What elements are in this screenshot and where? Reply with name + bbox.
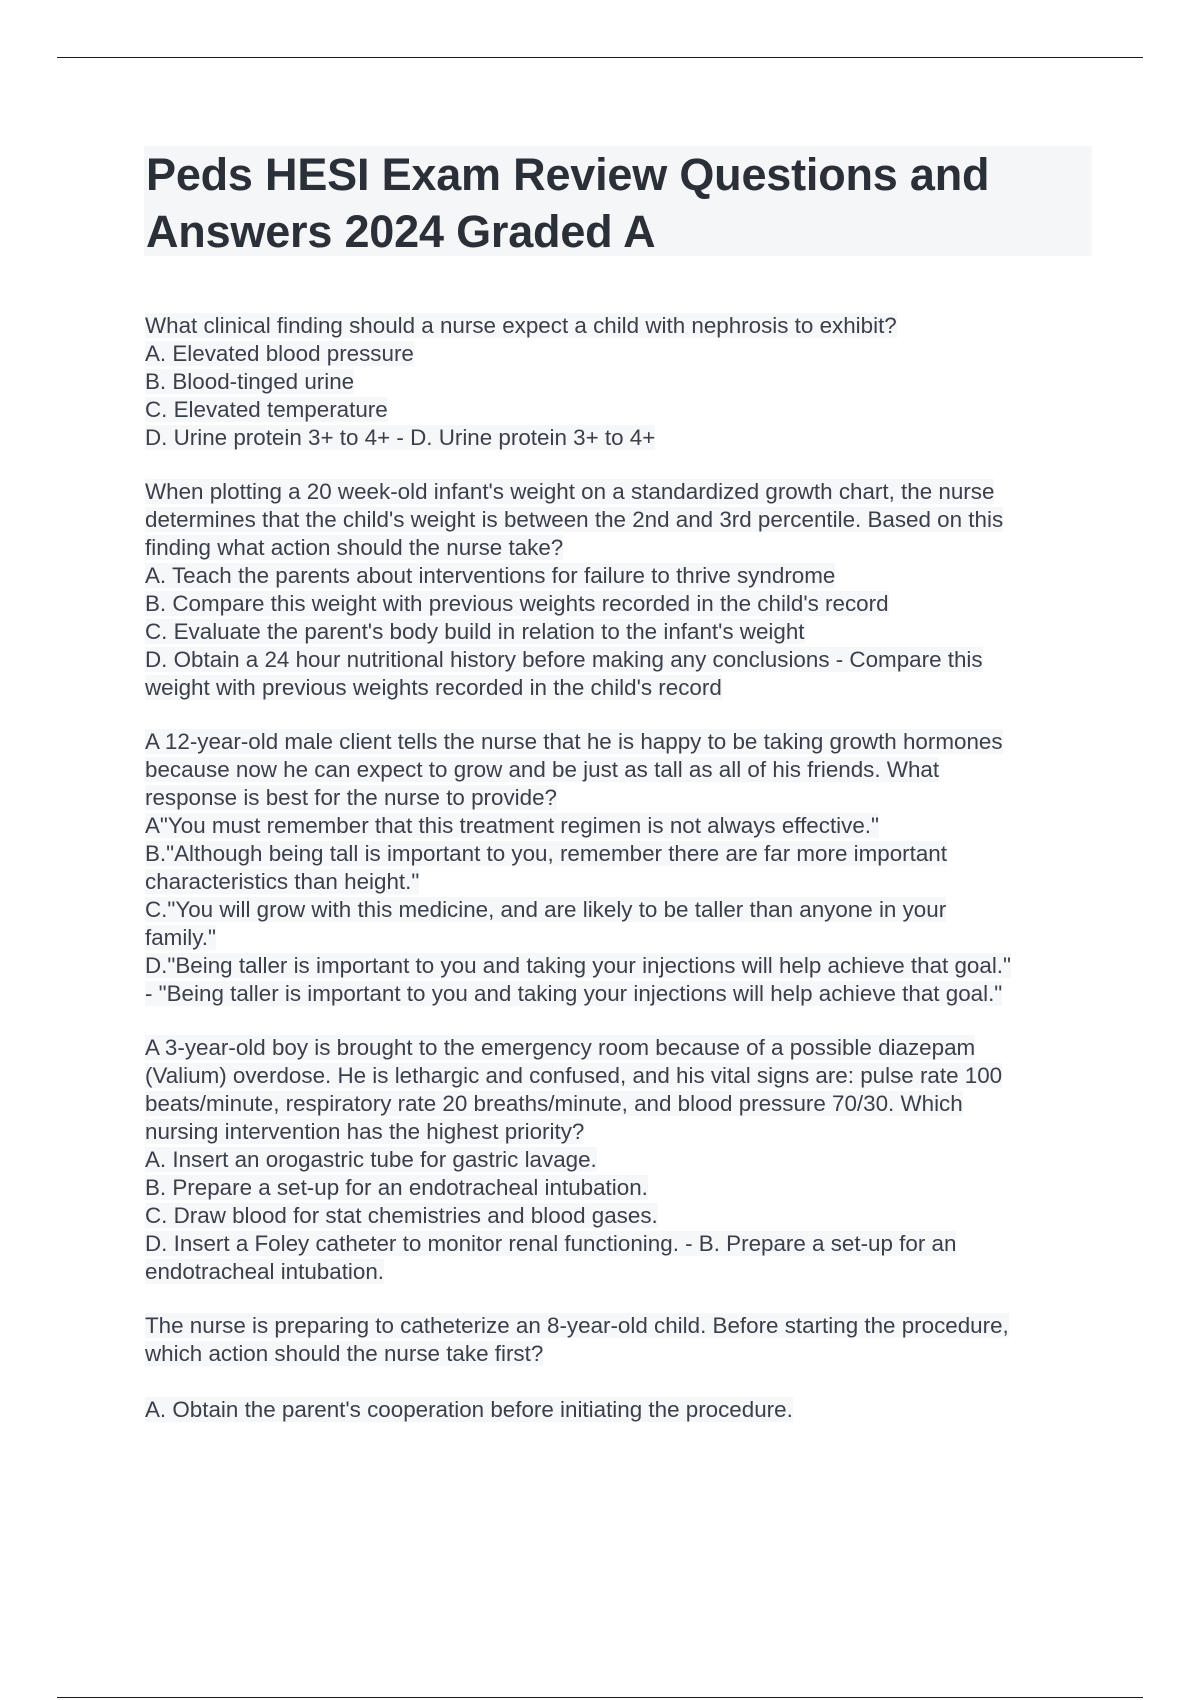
question-block-3 bbox=[145, 728, 1095, 1008]
page-title bbox=[144, 146, 1092, 260]
answer-option: A. Elevated blood pressure bbox=[145, 341, 414, 366]
answer-option: B. Blood-tinged urine bbox=[145, 369, 355, 394]
question-text: because now he can expect to grow and be just as tall as all of his friends. What bbox=[145, 757, 940, 782]
question-text: A 12-year-old male client tells the nurse that he is happy to be taking growth hormones bbox=[145, 729, 1003, 754]
answer-option: family." bbox=[145, 925, 216, 950]
answer-option: A. Insert an orogastric tube for gastric lavage. bbox=[145, 1147, 597, 1172]
answer-option: weight with previous weights recorded in the child's record bbox=[145, 675, 722, 700]
question-text: What clinical finding should a nurse expect a child with nephrosis to exhibit? bbox=[145, 313, 897, 338]
question-text: response is best for the nurse to provide? bbox=[145, 785, 557, 810]
question-text: determines that the child's weight is between the 2nd and 3rd percentile. Based on this bbox=[145, 507, 1004, 532]
question-block-2 bbox=[145, 478, 1095, 702]
answer-option: A. Obtain the parent's cooperation before initiating the procedure. bbox=[145, 1397, 793, 1422]
question-text: nursing intervention has the highest priority? bbox=[145, 1119, 585, 1144]
document-body bbox=[145, 312, 1095, 1450]
question-text: which action should the nurse take first? bbox=[145, 1341, 544, 1366]
question-text: The nurse is preparing to catheterize an 8-year-old child. Before starting the procedure, bbox=[145, 1313, 1009, 1338]
answer-option: B. Compare this weight with previous weights recorded in the child's record bbox=[145, 591, 889, 616]
answer-option: - "Being taller is important to you and taking your injections will help achieve that goal." bbox=[145, 981, 1003, 1006]
answer-option: endotracheal intubation. bbox=[145, 1259, 385, 1284]
question-text: beats/minute, respiratory rate 20 breaths/minute, and blood pressure 70/30. Which bbox=[145, 1091, 963, 1116]
answer-option: B."Although being tall is important to you, remember there are far more important bbox=[145, 841, 947, 866]
paragraph-gap bbox=[145, 1368, 1095, 1396]
answer-option: C. Draw blood for stat chemistries and blood gases. bbox=[145, 1203, 658, 1228]
answer-option: D. Obtain a 24 hour nutritional history before making any conclusions - Compare this bbox=[145, 647, 983, 672]
title-block bbox=[144, 146, 1092, 256]
question-block-4 bbox=[145, 1034, 1095, 1286]
bottom-rule bbox=[57, 1697, 1143, 1698]
page-title-line-1: Peds HESI Exam Review Questions and bbox=[146, 149, 990, 200]
question-text: (Valium) overdose. He is lethargic and confused, and his vital signs are: pulse rate 100 bbox=[145, 1063, 1003, 1088]
answer-option: B. Prepare a set-up for an endotracheal intubation. bbox=[145, 1175, 648, 1200]
answer-option: C."You will grow with this medicine, and are likely to be taller than anyone in your bbox=[145, 897, 947, 922]
answer-option: characteristics than height." bbox=[145, 869, 420, 894]
answer-option: C. Elevated temperature bbox=[145, 397, 388, 422]
answer-option: D."Being taller is important to you and taking your injections will help achieve that goal." bbox=[145, 953, 1011, 978]
question-block-1 bbox=[145, 312, 1095, 452]
answer-option: D. Insert a Foley catheter to monitor renal functioning. - B. Prepare a set-up for an bbox=[145, 1231, 957, 1256]
question-text: A 3-year-old boy is brought to the emergency room because of a possible diazepam bbox=[145, 1035, 976, 1060]
top-rule bbox=[57, 57, 1143, 58]
answer-option: A"You must remember that this treatment regimen is not always effective." bbox=[145, 813, 879, 838]
answer-option: D. Urine protein 3+ to 4+ - D. Urine protein 3+ to 4+ bbox=[145, 425, 656, 450]
question-text: When plotting a 20 week-old infant's weight on a standardized growth chart, the nurse bbox=[145, 479, 995, 504]
answer-option: A. Teach the parents about interventions for failure to thrive syndrome bbox=[145, 563, 836, 588]
question-text: finding what action should the nurse take? bbox=[145, 535, 564, 560]
question-block-5 bbox=[145, 1312, 1095, 1424]
answer-option: C. Evaluate the parent's body build in relation to the infant's weight bbox=[145, 619, 805, 644]
page-title-line-2: Answers 2024 Graded A bbox=[146, 206, 656, 257]
